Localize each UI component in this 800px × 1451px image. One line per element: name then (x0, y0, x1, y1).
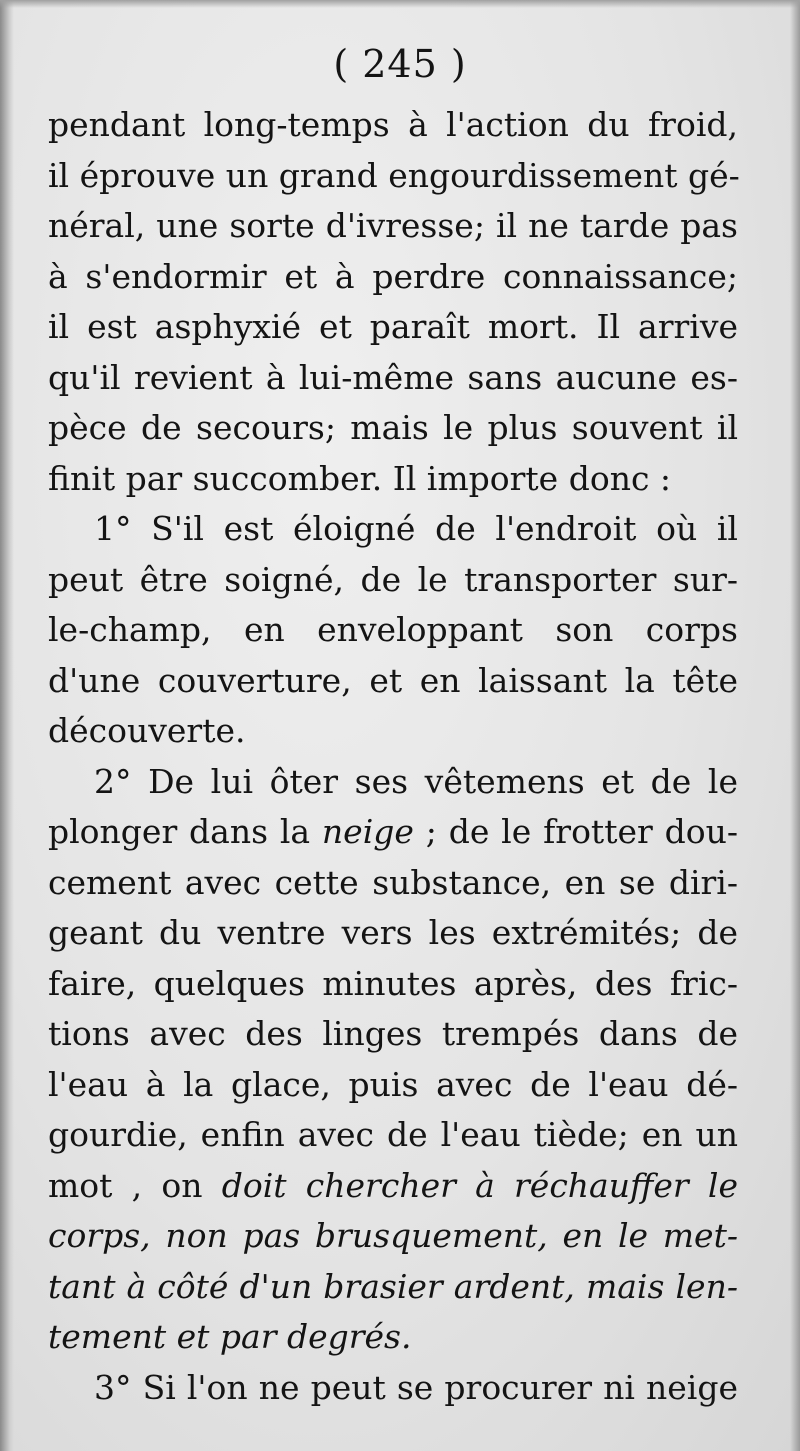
text-line: pendant long-temps à l'action du froid, (48, 105, 738, 144)
text-segment: mot , on (48, 1165, 222, 1205)
text-line: le-champ, en enveloppant son corps (48, 610, 738, 649)
italic-segment: doit chercher à réchauffer le (221, 1165, 738, 1205)
italic-segment: tement et par degrés. (48, 1317, 412, 1356)
text-line: finit par succomber. Il importe donc : (48, 458, 672, 498)
body-text (48, 100, 738, 1413)
text-line: cement avec cette substance, en se diri- (48, 862, 738, 902)
text-line: tions avec des linges trempés dans de (48, 1014, 738, 1053)
page-number: ( 245 ) (333, 42, 467, 86)
text-line: il est asphyxié et paraît mort. Il arrive (48, 307, 738, 346)
text-line: 2° De lui ôter ses vêtemens et de le (94, 761, 738, 801)
text-line: il éprouve un grand engourdissement gé- (48, 155, 740, 195)
text-line: peut être soigné, de le transporter sur- (48, 559, 738, 599)
text-line (48, 1312, 738, 1363)
italic-segment: neige (321, 812, 414, 851)
text-line (48, 1161, 738, 1212)
text-line: faire, quelques minutes après, des fric- (48, 963, 738, 1003)
text-line: néral, une sorte d'ivresse; il ne tarde pas (48, 206, 738, 245)
text-line (48, 807, 738, 858)
text-line: qu'il revient à lui-même sans aucune es- (48, 357, 738, 397)
text-line: 1° S'il est éloigné de l'endroit où il (94, 509, 738, 548)
text-line (48, 1211, 738, 1262)
italic-segment: corps, non pas brusquement, en le met- (48, 1216, 738, 1255)
text-segment: plonger dans la (48, 812, 322, 851)
text-line: découverte. (48, 711, 246, 750)
text-line: geant du ventre vers les extrémités; de (48, 913, 738, 952)
text-line: 3° Si l'on ne peut se procurer ni neige (94, 1367, 738, 1407)
page-right-edge-shadow (790, 0, 800, 1451)
text-line: l'eau à la glace, puis avec de l'eau dé- (48, 1064, 738, 1104)
text-segment: ; de le frotter dou- (413, 812, 738, 851)
text-line: gourdie, enfin avec de l'eau tiède; en un (48, 1115, 738, 1154)
text-line: pèce de secours; mais le plus souvent il (48, 408, 738, 447)
text-line (48, 1262, 738, 1313)
text-line: d'une couverture, et en laissant la tête (48, 660, 738, 700)
italic-segment: tant à côté d'un brasier ardent, mais len- (48, 1266, 738, 1306)
text-line: à s'endormir et à perdre connaissance; (48, 256, 738, 296)
page-left-edge-shadow (0, 0, 14, 1451)
page-top-edge-shadow (0, 0, 800, 8)
